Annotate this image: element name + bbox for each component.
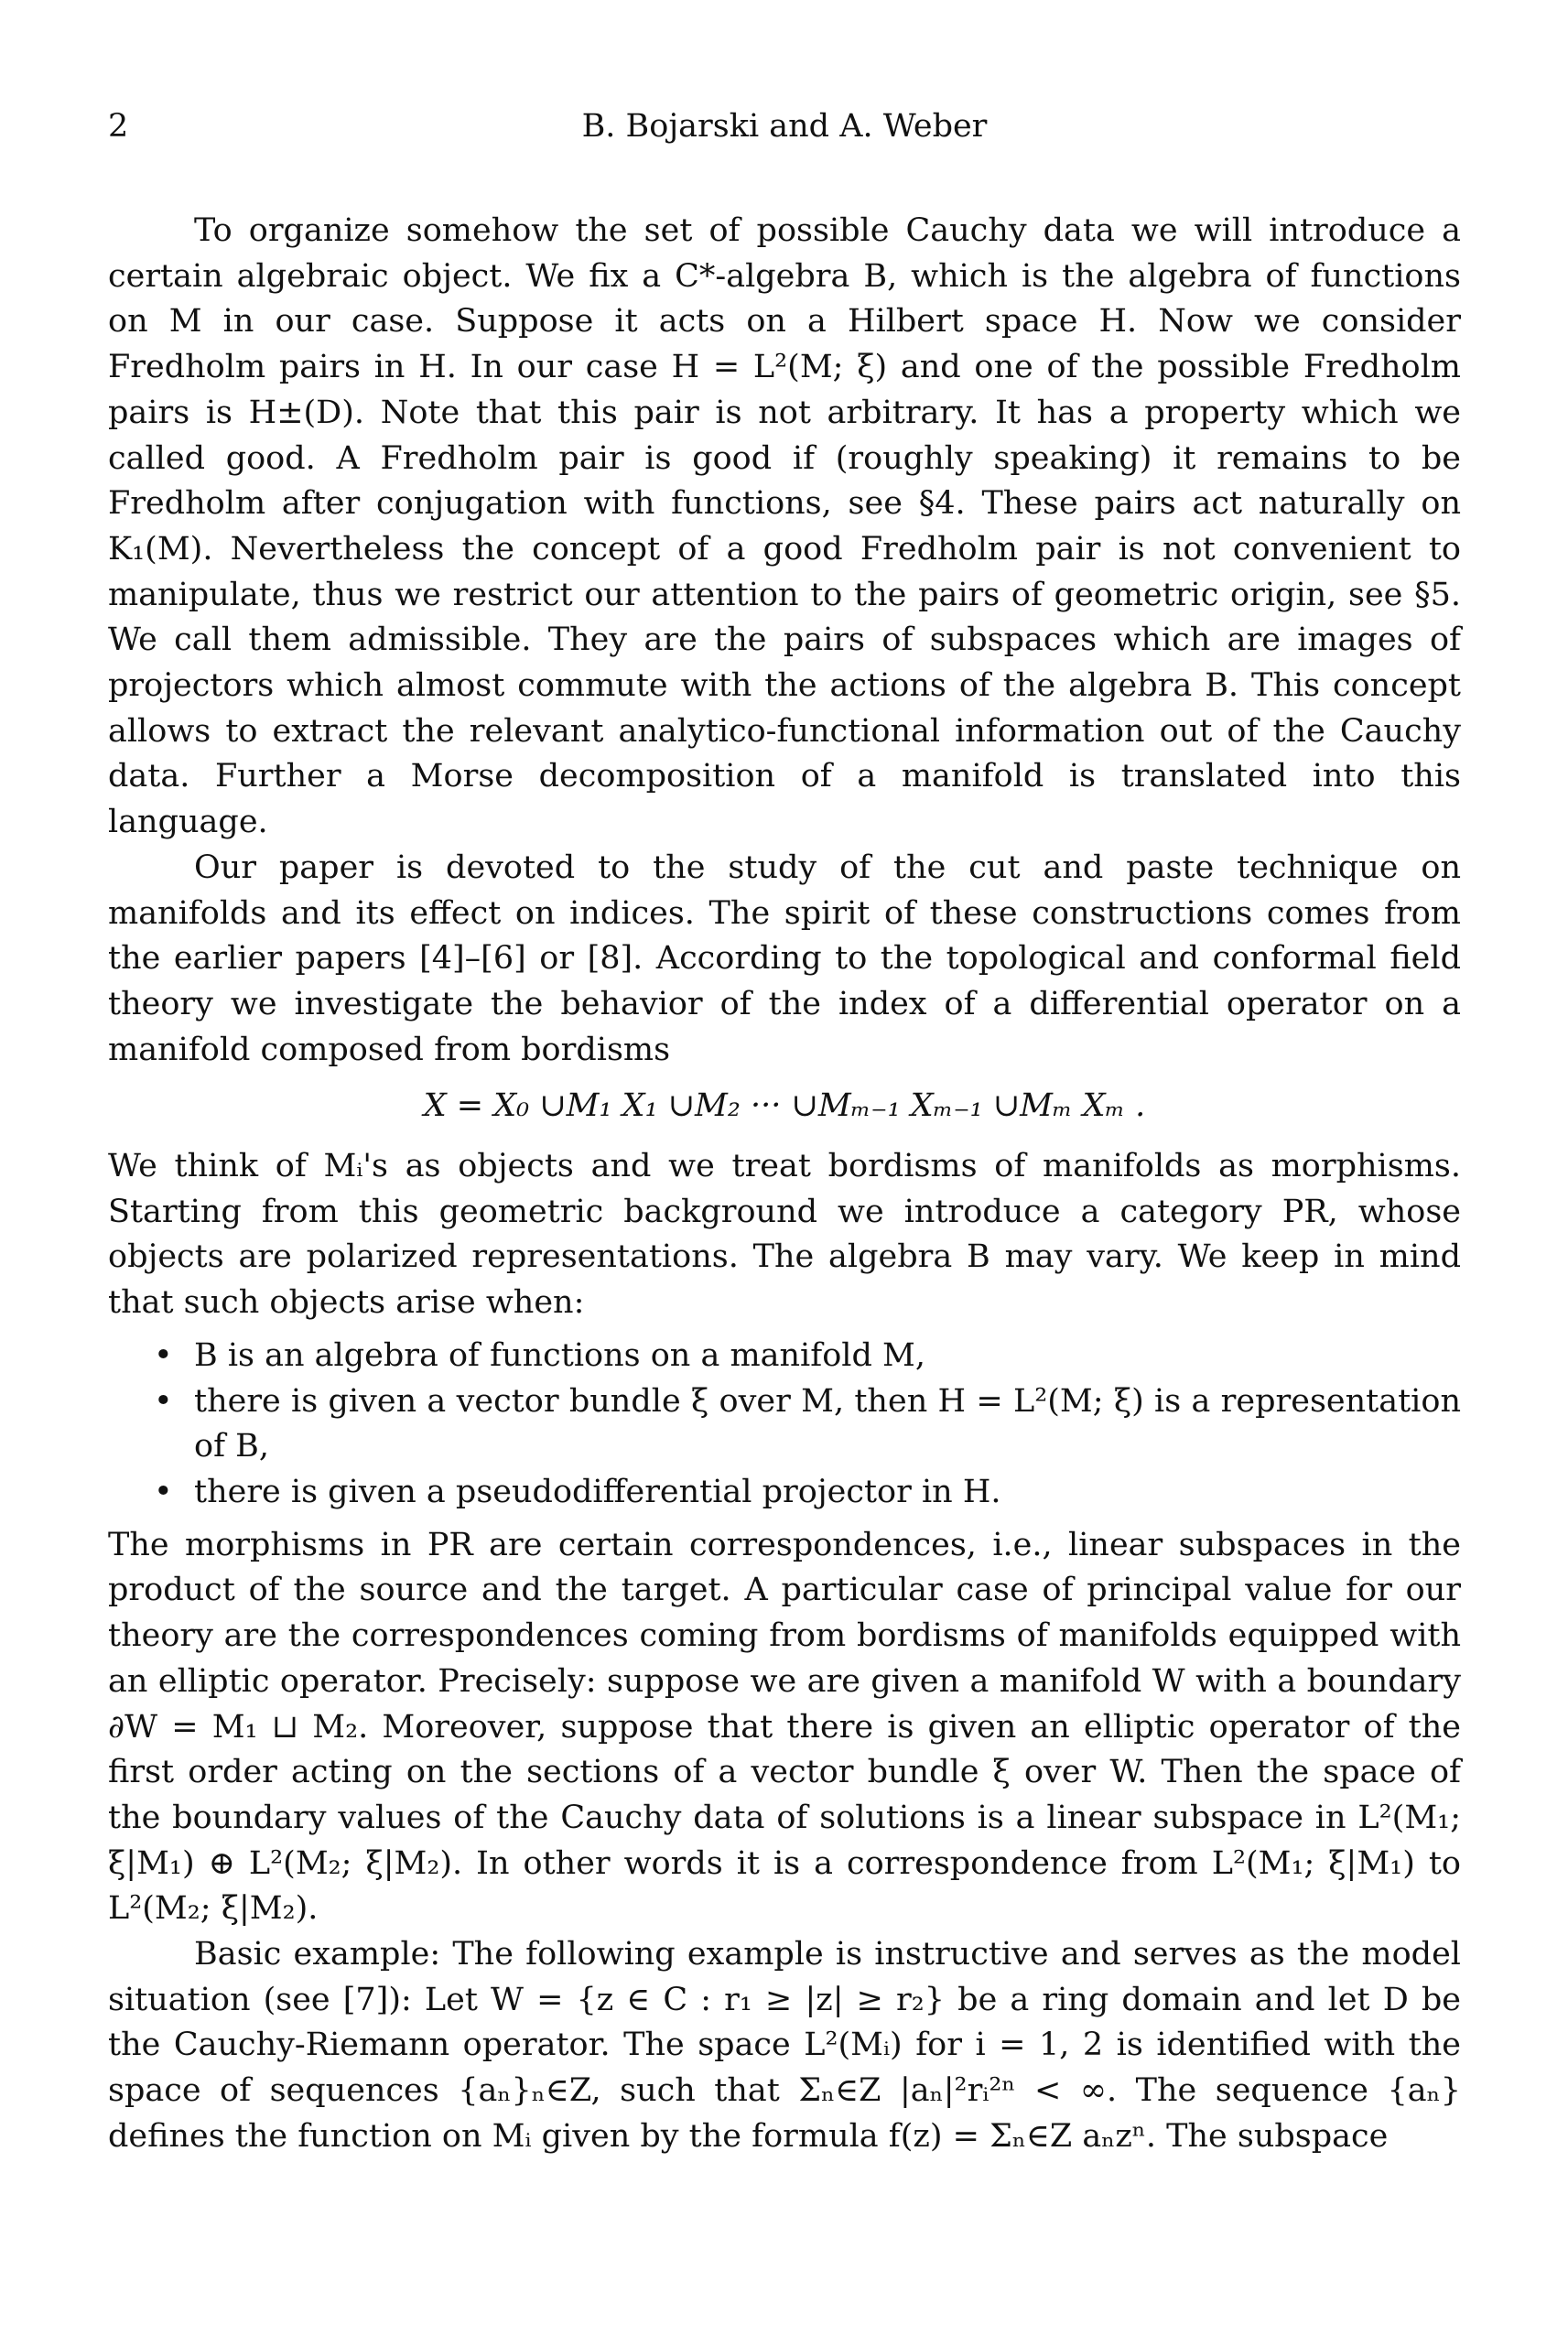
bullet-icon: • [154, 1382, 173, 1420]
paragraph-cauchy-data: To organize somehow the set of possible Cauchy data we will introduce a certain algebraic object. We fix a C*-algebra B, which is the algebra of functions on M in our case. Suppose it acts on a Hilbert space H. Now we consider Fredholm pairs in H. In our case H = L²(M; ξ) and one of the possible Fredholm pairs is H±(D). Note that this pair is not arbitrary. It has a property which we called good. A Fredholm pair is good if (roughly speaking) it remains to be Fredholm after conjugation with functions, see §4. These pairs act naturally on K₁(M). Nevertheless the concept of a good Fredholm pair is not convenient to manipulate, thus we restrict our attention to the pairs of geometric origin, see §5. We call them admissible. They are the pairs of subspaces which are images of projectors which almost commute with the actions of the algebra B. This concept allows to extract the relevant analytico-functional information out of the Cauchy data. Further a Morse decomposition of a manifold is translated into this language. [108, 212, 1461, 841]
paragraph-morphisms: The morphisms in PR are certain correspondences, i.e., linear subspaces in the product of the source and the target. A particular case of principal value for our theory are the correspondences coming from bordisms of manifolds equipped with an elliptic operator. Precisely: suppose we are given a manifold W with a boundary ∂W = M₁ ⊔ M₂. Moreover, suppose that there is given an elliptic operator of the first order acting on the sections of a vector bundle ξ over W. Then the space of the boundary values of the Cauchy data of solutions is a linear subspace in L²(M₁; ξ|M₁) ⊕ L²(M₂; ξ|M₂). In other words it is a correspondence from L²(M₁; ξ|M₁) to L²(M₂; ξ|M₂). [108, 1526, 1461, 1928]
bullet-icon: • [154, 1336, 173, 1374]
page-header [108, 108, 1461, 154]
paragraph-category-pr: We think of Mᵢ's as objects and we treat bordisms of manifolds as morphisms. Starting from this geometric background we introduce a category PR, whose objects are polarized representations. The algebra B may vary. We keep in mind that such objects arise when: [108, 1148, 1461, 1322]
bullet-icon: • [154, 1473, 173, 1510]
paragraph-basic-example: Basic example: The following example is instructive and serves as the model situation (see [7]): Let W = {z ∈ C : r₁ ≥ |z| ≥ r₂} be a ring domain and let D be the Cauchy-Riemann operator. The space L²(Mᵢ) for i = 1, 2 is identified with the space of sequences {aₙ}ₙ∈Z, such that Σₙ∈Z |aₙ|²rᵢ²ⁿ < ∞. The sequence {aₙ} defines the function on Mᵢ given by the formula f(z) = Σₙ∈Z aₙzⁿ. The subspace [108, 1936, 1461, 2155]
list-item: • there is given a pseudodifferential projector in H. [194, 1470, 1461, 1516]
page-number: 2 [108, 108, 129, 145]
bullet-list [108, 1334, 1461, 1516]
bordism-equation: X = X₀ ∪M₁ X₁ ∪M₂ ··· ∪Mₘ₋₁ Xₘ₋₁ ∪Mₘ Xₘ . [423, 1087, 1146, 1125]
running-title: B. Bojarski and A. Weber [581, 108, 988, 145]
list-item: • B is an algebra of functions on a manifold M, [194, 1334, 1461, 1379]
list-item: • there is given a vector bundle ξ over M, then H = L²(M; ξ) is a representation of B, [194, 1379, 1461, 1470]
paragraph-cut-and-paste: Our paper is devoted to the study of the cut and paste technique on manifolds and its effect on indices. The spirit of these constructions comes from the earlier papers [4]–[6] or [8]. According to the topological and conformal field theory we investigate the behavior of the index of a differential operator on a manifold composed from bordisms [108, 849, 1461, 1068]
main-text [108, 209, 1461, 2160]
